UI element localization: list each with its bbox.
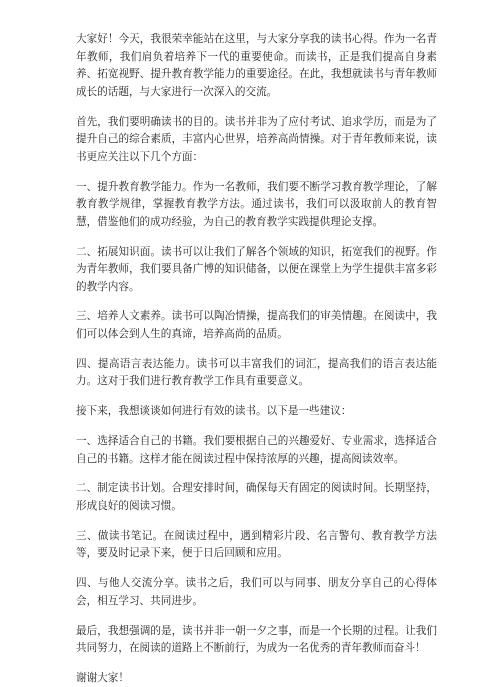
- paragraph-greeting: 大家好！今天，我很荣幸能站在这里，与大家分享我的读书心得。作为一名青年教师，我们肩负着培养下一代的重要使命。而读书，正是我们提高自身素养、拓宽视野、提升教育教学能力的重要途径。在此，我想就读书与青年教师成长的话题，与大家进行一次深入的交流。: [76, 33, 437, 98]
- paragraph-point-knowledge: 二、拓展知识面。读书可以让我们了解各个领域的知识，拓宽我们的视野。作为青年教师，我们要具备广博的知识储备，以便在课堂上为学生提供丰富多彩的教学内容。: [76, 245, 437, 293]
- paragraph-conclusion: 最后，我想强调的是，读书并非一朝一夕之事，而是一个长期的过程。让我们共同努力，在阅读的道路上不断前行，为成为一名优秀的青年教师而奋斗！: [76, 624, 437, 655]
- paragraph-point-teaching: 一、提升教育教学能力。作为一名教师，我们要不断学习教育教学理论，了解教育教学规律，掌握教育教学方法。通过读书，我们可以汲取前人的教育智慧，借鉴他们的成功经验，为自己的教育教学实践提供理论支撑。: [76, 180, 437, 228]
- paragraph-tip-choose-books: 一、选择适合自己的书籍。我们要根据自己的兴趣爱好、专业需求，选择适合自己的书籍。这样才能在阅读过程中保持浓厚的兴趣，提高阅读效率。: [76, 435, 437, 465]
- paragraph-transition: 接下来，我想谈谈如何进行有效的读书。以下是一些建议：: [76, 405, 352, 418]
- paragraph-tip-notes: 三、做读书笔记。在阅读过程中，遇到精彩片段、名言警句、教育教学方法等，要及时记录下来，便于日后回顾和应用。: [76, 529, 437, 560]
- paragraph-point-humanities: 三、培养人文素养。读书可以陶冶情操，提高我们的审美情趣。在阅读中，我们可以体会到人生的真谛，培养高尚的品质。: [76, 310, 437, 341]
- paragraph-tip-share: 四、与他人交流分享。读书之后，我们可以与同事、朋友分享自己的心得体会，相互学习、共同进步。: [76, 577, 437, 607]
- paragraph-point-language: 四、提高语言表达能力。读书可以丰富我们的词汇，提高我们的语言表达能力。这对于我们进行教育教学工作具有重要意义。: [76, 357, 437, 388]
- paragraph-tip-plan: 二、制定读书计划。合理安排时间，确保每天有固定的阅读时间。长期坚持，形成良好的阅读习惯。: [76, 482, 437, 512]
- paragraph-thanks: 谢谢大家！: [76, 671, 129, 684]
- paragraph-purpose: 首先，我们要明确读书的目的。读书并非为了应付考试、追求学历，而是为了提升自己的综合素质，丰富内心世界，培养高尚情操。对于青年教师来说，读书更应关注以下几个方面：: [76, 115, 437, 163]
